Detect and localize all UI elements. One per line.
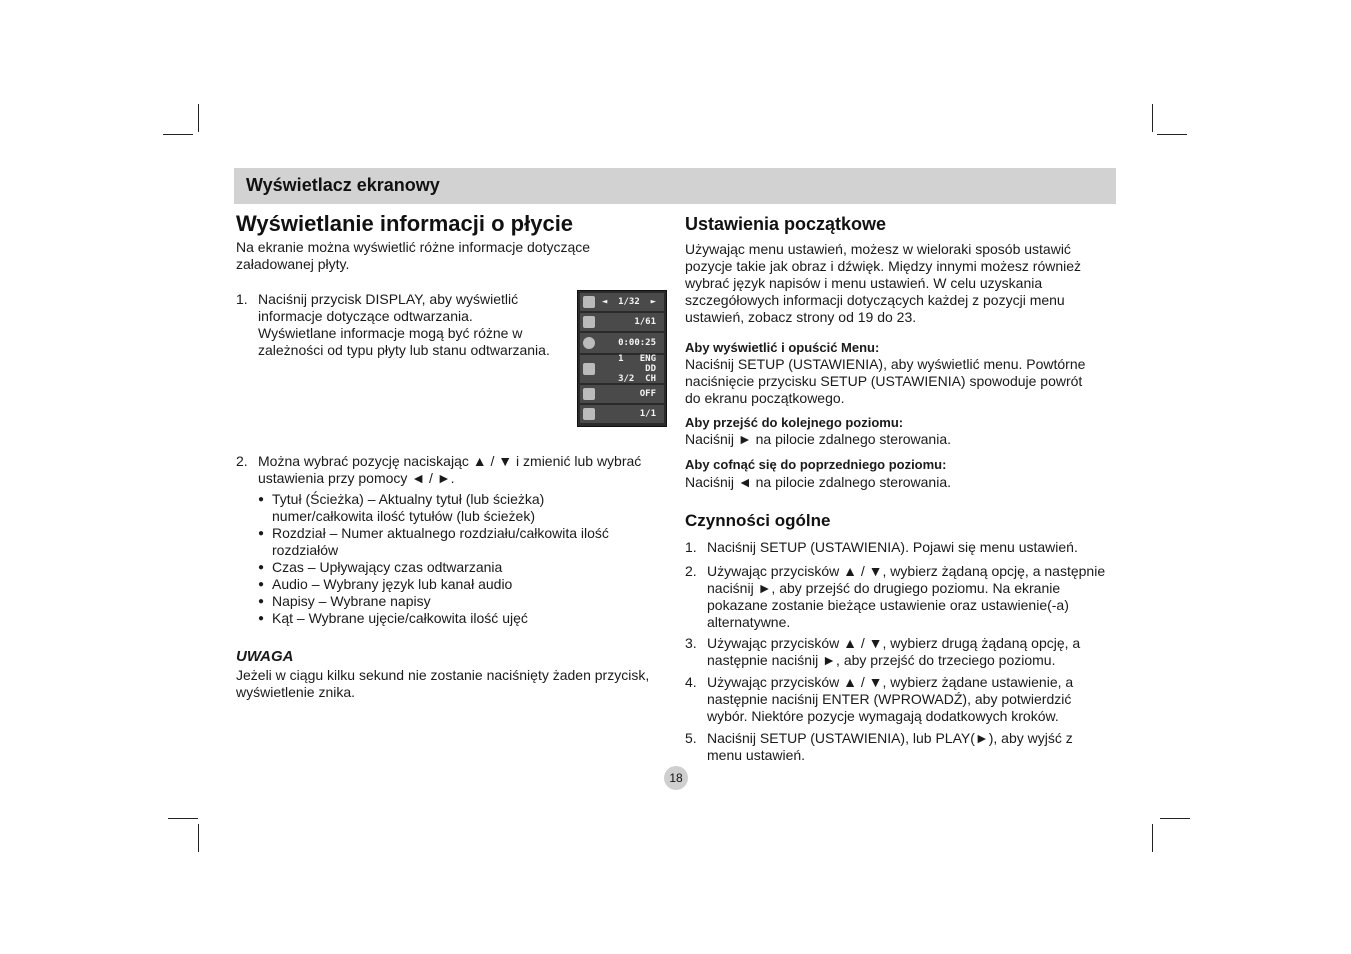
subheading-show-menu: Aby wyświetlić i opuścić Menu: <box>685 340 880 355</box>
crop-mark <box>1152 104 1153 132</box>
crop-mark <box>198 104 199 132</box>
crop-mark <box>1152 824 1153 852</box>
page-number: 18 <box>664 766 688 790</box>
osd-row-title: ◄ 1/32 ► <box>580 293 664 311</box>
list-item: ● Czas – Upływający czas odtwarzania <box>258 559 678 576</box>
crop-mark <box>198 824 199 852</box>
section-header <box>234 168 1116 204</box>
page-title: Wyświetlanie informacji o płycie <box>236 211 574 236</box>
initial-settings-text: Używając menu ustawień, możesz w wieloraki sposób ustawić pozycje takie jak obraz i dźwięk. Między innymi możesz również wybrać język napisów i menu ustawień. W celu uzyskania szczegółowych informacji dotyczących każdej z pozycji menu ustawień, zobacz strony od 19 do 23. <box>685 241 1082 325</box>
title-icon <box>583 296 595 308</box>
note-text: Jeżeli w ciągu kilku sekund nie zostanie naciśnięty żaden przycisk, wyświetlenie znika. <box>236 667 650 700</box>
list-item: ● Audio – Wybrany język lub kanał audio <box>258 576 678 593</box>
osd-row-audio: 1 ENG DD 3/2 CH <box>580 355 664 383</box>
list-item: ● Rozdział – Numer aktualnego rozdziału/całkowita ilość rozdziałów <box>258 525 678 559</box>
chapter-icon <box>583 316 595 328</box>
audio-icon <box>583 363 595 375</box>
osd-row-subtitle: OFF <box>580 385 664 403</box>
list-item: ● Napisy – Wybrane napisy <box>258 593 678 610</box>
crop-mark <box>1160 818 1190 819</box>
section-title-initial-settings: Ustawienia początkowe <box>685 214 887 234</box>
left-column: Wyświetlanie informacji o płycie Na ekranie można wyświetlić różne informacje dotyczące załadowanej płyty. 1. Naciśnij przycisk DISPLAY, aby wyświetlić informacje dotyczące odtwarzania. Wyświetlane informacje mogą być różne w zależności od typu płyty lub stanu odtwarzania. 2. Można wybrać pozycję naciskając ▲ / ▼ i zmienić lub wybrać ustawienia przy pomocy ◄ / ►. ● Tytuł (Ścieżka) – Aktualny tytuł (lub ścieżka) numer/całkowita ilość tytułów (lub ścieżek) ● Rozdział – Numer aktualnego rozdziału/całkowita ilość rozdziałów ● Czas – Upływający czas odtwarzania ● Audio – Wybrany język lub kanał audio ● Napisy – Wybrane napisy ● Kąt – Wybrane ujęcie/całkowita ilość ujęć UWAGA Jeżeli w ciągu kilku sekund nie zostanie naciśnięty żaden przycisk, wyświetlenie znika. <box>236 210 666 273</box>
list-item: ● Kąt – Wybrane ujęcie/całkowita ilość ujęć <box>258 610 678 627</box>
show-menu-text: Naciśnij SETUP (USTAWIENIA), aby wyświetlić menu. Powtórne naciśnięcie przycisku SETUP (USTAWIENIA) spowoduje powrót do ekranu początkowego. <box>685 356 1086 406</box>
osd-row-time: 0:00:25 <box>580 333 664 353</box>
list-item: ● Tytuł (Ścieżka) – Aktualny tytuł (lub ścieżka) numer/całkowita ilość tytułów (lub ścieżek) <box>258 491 678 525</box>
subheading-next-level: Aby przejść do kolejnego poziomu: <box>685 415 904 430</box>
angle-icon <box>583 408 595 420</box>
section-header-title: Wyświetlacz ekranowy <box>246 175 440 195</box>
previous-level-text: Naciśnij ◄ na pilocie zdalnego sterowania. <box>685 474 951 490</box>
info-bullet-list <box>258 491 678 627</box>
section-title-general-operations: Czynności ogólne <box>685 511 831 530</box>
subtitle-icon <box>583 388 595 400</box>
note-title: UWAGA <box>236 648 294 665</box>
crop-mark <box>1157 134 1187 135</box>
crop-mark <box>163 134 193 135</box>
osd-display-panel <box>577 290 667 427</box>
crop-mark <box>168 818 198 819</box>
next-level-text: Naciśnij ► na pilocie zdalnego sterowania. <box>685 431 951 447</box>
subheading-previous-level: Aby cofnąć się do poprzedniego poziomu: <box>685 457 947 472</box>
osd-row-chapter: 1/61 <box>580 313 664 331</box>
clock-icon <box>583 337 595 349</box>
osd-row-angle: 1/1 <box>580 405 664 423</box>
intro-text: Na ekranie można wyświetlić różne informacje dotyczące załadowanej płyty. <box>236 239 591 272</box>
